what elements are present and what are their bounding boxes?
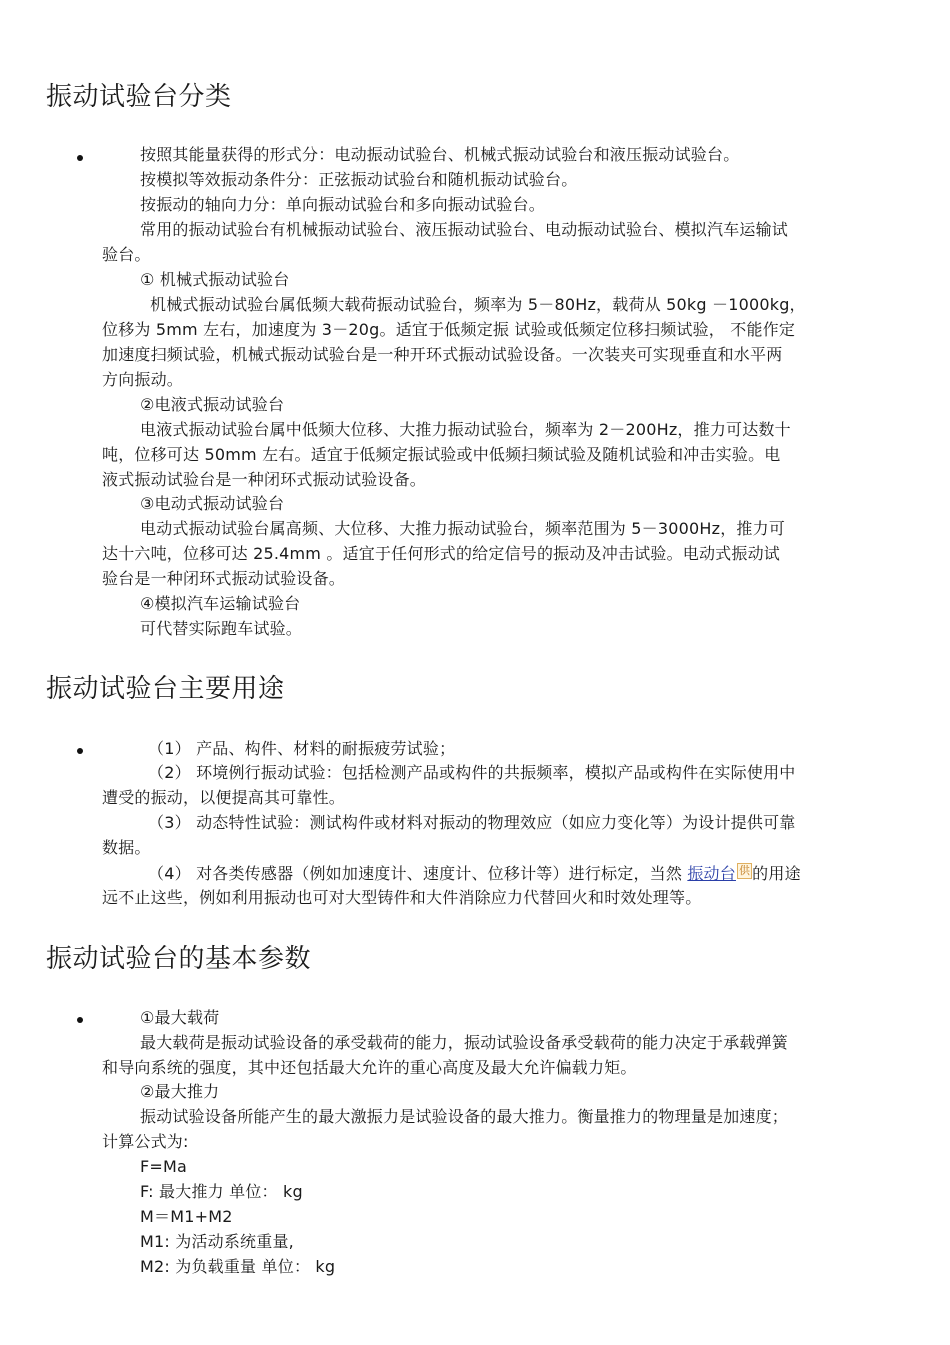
list-item-text: （4） 对各类传感器（例如加速度计、速度计、位移计等）进行标定，当然 <box>148 864 688 883</box>
section-title-parameters: 振动试验台的基本参数 <box>46 944 312 974</box>
paragraph-line: 振动试验设备所能产生的最大激振力是试验设备的最大推力。衡量推力的物理量是加速度； <box>140 1107 789 1126</box>
paragraph-line: 按振动的轴向力分：单向振动试验台和多向振动试验台。 <box>140 195 546 214</box>
paragraph-line: 位移为 5mm 左右，加速度为 3－20g。适宜于低频定振 试验或低频定位移扫频试验， 不能作定 <box>102 320 796 339</box>
formula-line: F: 最大推力 单位： kg <box>140 1182 303 1201</box>
paragraph-line: 方向振动。 <box>102 370 184 389</box>
subheading: ① 机械式振动试验台 <box>140 270 290 289</box>
paragraph-line: 验台。 <box>102 245 151 264</box>
paragraph-line: 最大载荷是振动试验设备的承受载荷的能力，振动试验设备承受载荷的能力决定于承载弹簧 <box>140 1033 789 1052</box>
vibration-table-link[interactable]: 振动台 <box>687 864 736 883</box>
paragraph-line: 按模拟等效振动条件分：正弦振动试验台和随机振动试验台。 <box>140 170 578 189</box>
subheading: ④模拟汽车运输试验台 <box>140 594 301 613</box>
formula-line: F=Ma <box>140 1157 188 1176</box>
paragraph-line: 电动式振动试验台属高频、大位移、大推力振动试验台，频率范围为 5－3000Hz，推力可 <box>140 519 786 538</box>
paragraph-line: 数据。 <box>102 838 151 857</box>
list-item <box>148 863 801 884</box>
paragraph-line: 可代替实际跑车试验。 <box>140 619 303 638</box>
paragraph-line: 计算公式为: <box>102 1132 189 1151</box>
formula-line: M1: 为活动系统重量, <box>140 1232 294 1251</box>
bullet <box>77 1017 83 1023</box>
subheading: ③电动式振动试验台 <box>140 494 285 513</box>
paragraph-line: 电液式振动试验台属中低频大位移、大推力振动试验台，频率为 2－200Hz，推力可达数十 <box>140 420 791 439</box>
list-item-text-tail: 的用途 <box>752 864 801 883</box>
paragraph-line: 液式振动试验台是一种闭环式振动试验设备。 <box>102 470 427 489</box>
list-item: （1） 产品、构件、材料的耐振疲劳试验； <box>148 739 456 758</box>
section-title-classification: 振动试验台分类 <box>46 82 232 112</box>
paragraph-line: 按照其能量获得的形式分：电动振动试验台、机械式振动试验台和液压振动试验台。 <box>140 145 740 164</box>
paragraph-line: 远不止这些，例如利用振动也可对大型铸件和大件消除应力代替回火和时效处理等。 <box>102 888 702 907</box>
bullet <box>77 748 83 754</box>
paragraph-line: 遭受的振动，以便提高其可靠性。 <box>102 788 346 807</box>
paragraph-line: 和导向系统的强度，其中还包括最大允许的重心高度及最大允许偏载力矩。 <box>102 1058 637 1077</box>
supply-badge-icon[interactable]: 供 <box>738 864 751 877</box>
section-title-uses: 振动试验台主要用途 <box>46 674 285 704</box>
paragraph-line: 验台是一种闭环式振动试验设备。 <box>102 569 346 588</box>
subheading: ①最大载荷 <box>140 1008 220 1027</box>
subheading: ②最大推力 <box>140 1082 220 1101</box>
list-item: （3） 动态特性试验：测试构件或材料对振动的物理效应（如应力变化等）为设计提供可靠 <box>148 813 796 832</box>
formula-line: M＝M1+M2 <box>140 1207 233 1226</box>
subheading: ②电液式振动试验台 <box>140 395 285 414</box>
paragraph-line: 常用的振动试验台有机械振动试验台、液压振动试验台、电动振动试验台、模拟汽车运输试 <box>140 220 789 239</box>
bullet <box>77 155 83 161</box>
paragraph-line: 机械式振动试验台属低频大载荷振动试验台，频率为 5－80Hz，载荷从 50kg －1000kg， <box>150 295 806 314</box>
formula-line: M2: 为负载重量 单位： kg <box>140 1257 336 1276</box>
paragraph-line: 吨，位移可达 50mm 左右。适宜于低频定振试验或中低频扫频试验及随机试验和冲击实验。电 <box>102 445 781 464</box>
paragraph-line: 达十六吨，位移可达 25.4mm 。适宜于任何形式的给定信号的振动及冲击试验。电动式振动试 <box>102 544 780 563</box>
list-item: （2） 环境例行振动试验：包括检测产品或构件的共振频率，模拟产品或构件在实际使用中 <box>148 763 796 782</box>
paragraph-line: 加速度扫频试验，机械式振动试验台是一种开环式振动试验设备。一次装夹可实现垂直和水平两 <box>102 345 783 364</box>
